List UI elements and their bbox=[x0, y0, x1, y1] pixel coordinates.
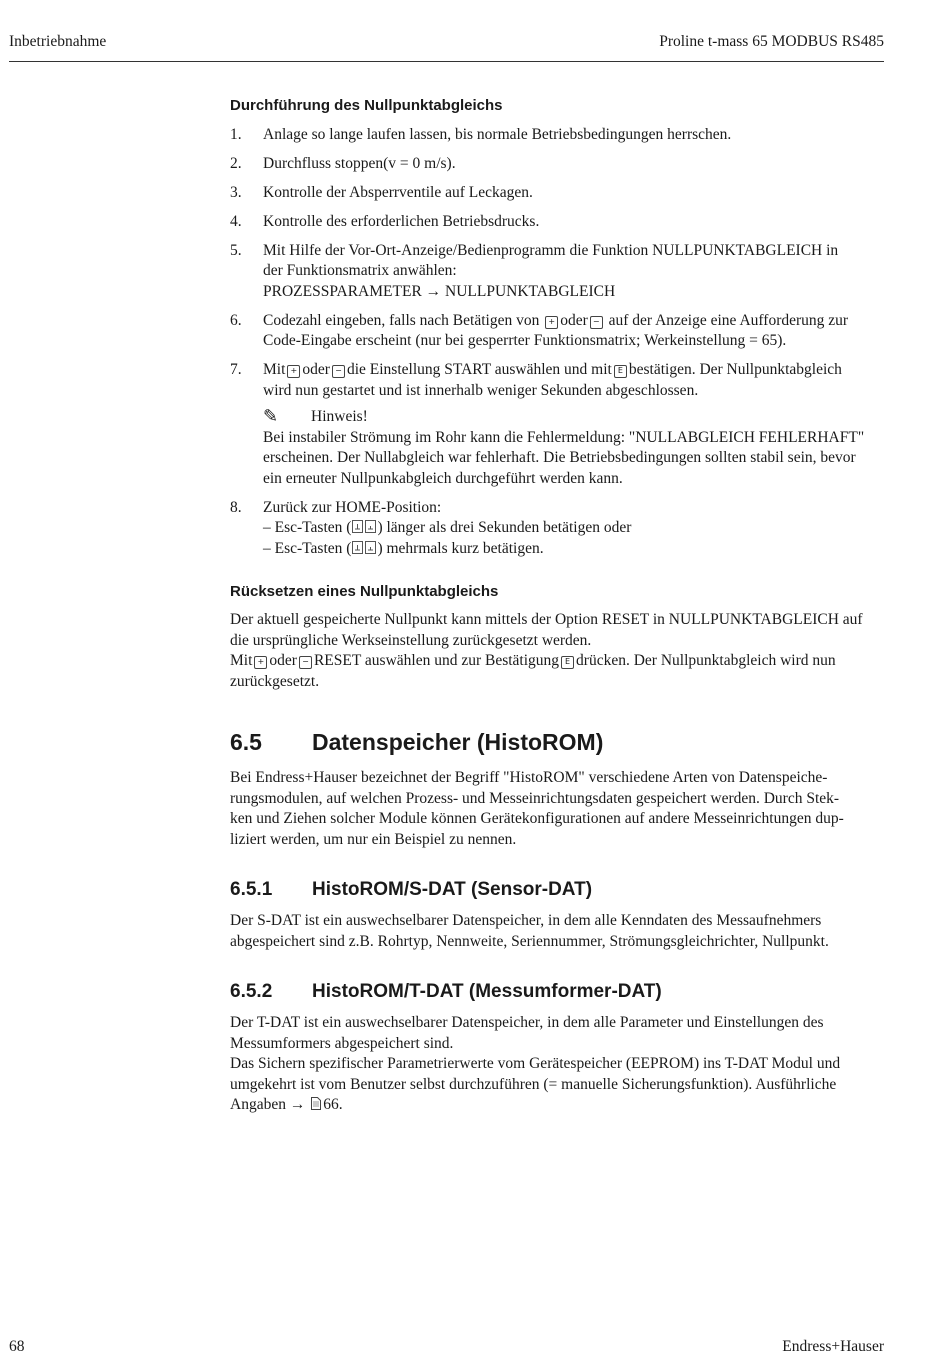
step-fragment: ) mehrmals kurz betätigen. bbox=[377, 539, 544, 557]
para-fragment: oder bbox=[269, 652, 297, 669]
para-line: Messumformers abgespeichert sind. bbox=[230, 1034, 454, 1052]
para-line: ken und Ziehen solcher Module können Gerätekonfigurationen auf andere Messeinrichtungen dup- bbox=[230, 810, 844, 827]
step-fragment: – Esc-Tasten ( bbox=[263, 539, 352, 557]
step-fragment: oder bbox=[560, 311, 588, 329]
spacer bbox=[230, 952, 885, 980]
step-fragment: – Esc-Tasten ( bbox=[263, 519, 352, 536]
plus-key-icon: + bbox=[254, 656, 267, 669]
para-line: zurückgesetzt. bbox=[230, 672, 320, 690]
plus-key-icon: + bbox=[287, 365, 300, 378]
note-box bbox=[263, 407, 885, 489]
step-fragment: auf der Anzeige eine Aufforderung zur bbox=[608, 311, 849, 329]
spacer bbox=[230, 902, 885, 911]
step-number: 4. bbox=[230, 212, 242, 230]
para-line: Bei Endress+Hauser bezeichnet der Begriff "HistoROM" verschiedene Arten von Datenspeiche- bbox=[230, 769, 828, 786]
esc-keys-icon bbox=[352, 541, 376, 554]
section-number: 6.5.1 bbox=[230, 879, 273, 900]
page-number: 68 bbox=[9, 1338, 25, 1355]
step-text bbox=[263, 498, 885, 560]
enter-key-icon: E bbox=[561, 656, 574, 669]
reset-paragraph bbox=[230, 610, 885, 692]
note-line: erscheinen. Der Nullabgleich war fehlerhaft. Die Betriebsbedingungen sollten stabil sein, bevor bbox=[263, 449, 856, 466]
para-line: umgekehrt ist vom Benutzer selbst durchzuführen (= manuelle Sicherungsfunktion). Ausführliche bbox=[230, 1075, 837, 1093]
minus-key-icon: − bbox=[590, 316, 603, 329]
step-line bbox=[263, 518, 885, 539]
step-line bbox=[263, 539, 885, 560]
spacer bbox=[230, 756, 885, 768]
tdat-paragraph bbox=[230, 1013, 885, 1116]
step-text bbox=[263, 360, 885, 489]
step-number: 2. bbox=[230, 154, 242, 172]
sdat-paragraph bbox=[230, 911, 885, 952]
chapter-heading bbox=[230, 728, 885, 756]
step-line: Mit Hilfe der Vor-Ort-Anzeige/Bedienprogramm die Funktion NULLPUNKTABGLEICH in bbox=[263, 241, 839, 259]
arrow-icon: → bbox=[289, 1096, 306, 1113]
list-item bbox=[230, 498, 885, 560]
page-header bbox=[9, 31, 884, 62]
list-item bbox=[230, 311, 885, 352]
spacer bbox=[230, 568, 885, 582]
section-heading bbox=[230, 878, 885, 902]
list-item bbox=[230, 125, 885, 146]
step-text: Anlage so lange laufen lassen, bis normale Betriebsbedingungen herrschen. bbox=[263, 125, 732, 143]
list-item bbox=[230, 360, 885, 489]
reset-heading: Rücksetzen eines Nullpunktabgleichs bbox=[230, 582, 499, 600]
step-text: Durchfluss stoppen(v = 0 m/s). bbox=[263, 154, 456, 172]
list-item bbox=[230, 241, 885, 303]
zero-point-heading: Durchführung des Nullpunktabgleichs bbox=[230, 97, 503, 114]
para-line: liziert werden, um nur ein Beispiel zu nennen. bbox=[230, 830, 517, 848]
step-fragment: bestätigen. Der Nullpunktabgleich bbox=[628, 361, 842, 378]
list-item bbox=[230, 154, 885, 175]
step-fragment: ) länger als drei Sekunden betätigen oder bbox=[377, 519, 632, 536]
step-line: Code-Eingabe erscheint (nur bei gesperrter Funktionsmatrix; Werkeinstellung = 65). bbox=[263, 332, 787, 349]
plus-key-icon: + bbox=[545, 316, 558, 329]
menu-path bbox=[263, 282, 885, 303]
step-line bbox=[263, 360, 885, 381]
para-fragment: Angaben bbox=[230, 1096, 286, 1113]
step-fragment: Mit bbox=[263, 361, 286, 378]
minus-key-icon: − bbox=[332, 365, 345, 378]
step-number: 8. bbox=[230, 498, 242, 516]
step-text bbox=[263, 241, 885, 303]
para-line: Der T-DAT ist ein auswechselbarer Datenspeicher, in dem alle Parameter und Einstellungen des bbox=[230, 1014, 824, 1031]
step-line: wird nun gestartet und ist innerhalb weniger Sekunden abgeschlossen. bbox=[263, 381, 699, 399]
minus-key-icon: − bbox=[299, 656, 312, 669]
spacer bbox=[230, 1004, 885, 1013]
page-reference: 66. bbox=[323, 1096, 343, 1113]
section-heading bbox=[230, 980, 885, 1004]
note-line: Bei instabiler Strömung im Rohr kann die Fehlermeldung: "NULLABGLEICH FEHLERHAFT" bbox=[263, 428, 865, 446]
list-item bbox=[230, 183, 885, 204]
brand-name: Endress+Hauser bbox=[782, 1338, 884, 1355]
step-line: der Funktionsmatrix anwählen: bbox=[263, 262, 457, 279]
list-item bbox=[230, 212, 885, 233]
para-line: die ursprüngliche Werkseinstellung zurückgesetzt werden. bbox=[230, 631, 592, 649]
para-fragment: drücken. Der Nullpunktabgleich wird nun bbox=[576, 652, 836, 669]
step-text: Kontrolle des erforderlichen Betriebsdrucks. bbox=[263, 212, 540, 230]
enter-key-icon: E bbox=[614, 365, 627, 378]
section-title: HistoROM/S-DAT (Sensor-DAT) bbox=[312, 879, 593, 900]
page-reference-icon bbox=[311, 1097, 321, 1110]
section-number: 6.5.2 bbox=[230, 981, 273, 1002]
step-fragment: die Einstellung START auswählen und mit bbox=[346, 361, 612, 378]
step-number: 3. bbox=[230, 183, 242, 201]
step-number: 6. bbox=[230, 311, 242, 329]
step-fragment: oder bbox=[302, 361, 330, 378]
step-text bbox=[263, 311, 885, 352]
para-line: Der S-DAT ist ein auswechselbarer Datenspeicher, in dem alle Kenndaten des Messaufnehmers bbox=[230, 912, 822, 929]
step-number: 7. bbox=[230, 361, 242, 378]
header-product-title: Proline t-mass 65 MODBUS RS485 bbox=[659, 33, 884, 50]
step-number: 5. bbox=[230, 241, 242, 259]
histo-paragraph bbox=[230, 768, 885, 850]
esc-keys-icon bbox=[352, 520, 376, 533]
menu-path-function: NULLPUNKTABGLEICH bbox=[445, 282, 616, 300]
para-fragment: RESET auswählen und zur Bestätigung bbox=[313, 652, 560, 669]
step-number: 1. bbox=[230, 125, 242, 143]
pencil-icon: ✎ bbox=[263, 406, 279, 428]
chapter-number: 6.5 bbox=[230, 729, 262, 755]
para-line bbox=[230, 651, 885, 672]
menu-path-group: PROZESSPARAMETER bbox=[263, 282, 422, 300]
step-line bbox=[263, 311, 885, 332]
step-line: Zurück zur HOME-Position: bbox=[263, 498, 442, 516]
note-label: Hinweis! bbox=[311, 408, 368, 425]
note-line: ein erneuter Nullpunkabgleich durchgeführt werden kann. bbox=[263, 469, 623, 487]
para-line: rungsmodulen, auf welchen Prozess- und Messeinrichtungsdaten gespeichert werden. Durch Stek- bbox=[230, 789, 840, 807]
page-content bbox=[230, 96, 885, 1116]
section-title: HistoROM/T-DAT (Messumformer-DAT) bbox=[312, 981, 662, 1002]
para-fragment: Mit bbox=[230, 652, 253, 669]
para-line: abgespeichert sind z.B. Rohrtyp, Nennweite, Seriennummer, Strömungsgleichrichter, Nullpunkt. bbox=[230, 932, 829, 950]
header-section-title: Inbetriebnahme bbox=[9, 33, 107, 50]
para-line: Der aktuell gespeicherte Nullpunkt kann mittels der Option RESET in NULLPUNKTABGLEICH auf bbox=[230, 611, 863, 628]
step-text: Kontrolle der Absperrventile auf Leckagen. bbox=[263, 183, 533, 201]
para-line bbox=[230, 1095, 885, 1116]
arrow-icon: → bbox=[425, 282, 442, 300]
spacer bbox=[230, 850, 885, 878]
para-line: Das Sichern spezifischer Parametrierwerte vom Gerätespeicher (EEPROM) ins T-DAT Modul und bbox=[230, 1055, 841, 1072]
note-header bbox=[263, 407, 885, 428]
chapter-title: Datenspeicher (HistoROM) bbox=[312, 729, 604, 755]
step-fragment: Codezahl eingeben, falls nach Betätigen von bbox=[263, 311, 540, 329]
spacer bbox=[230, 692, 885, 728]
